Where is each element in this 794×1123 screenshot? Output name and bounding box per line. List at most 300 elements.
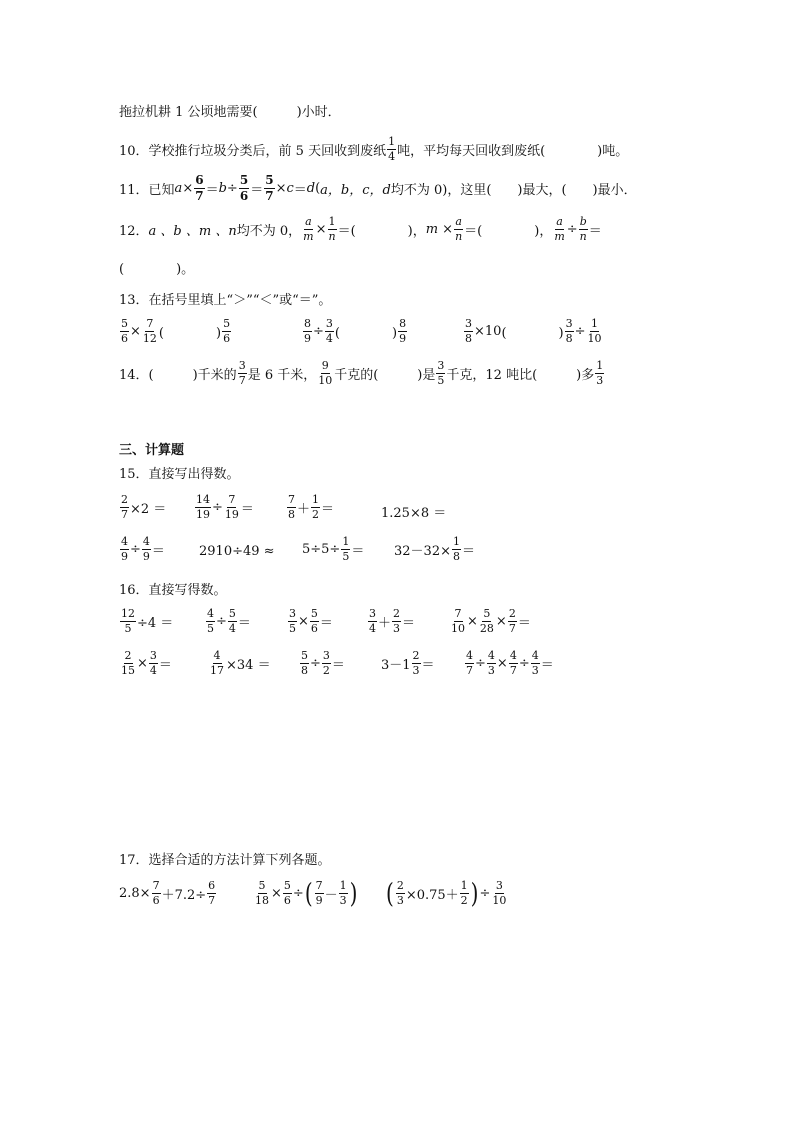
- q10-content: [119, 136, 628, 162]
- fraction: [222, 318, 231, 344]
- denominator: 3: [339, 893, 347, 907]
- q10-line: [119, 136, 628, 162]
- denominator: 7: [195, 188, 204, 203]
- q11-content: [119, 174, 637, 202]
- q13-row: [119, 318, 639, 358]
- q11-pre: 11．已知: [119, 182, 175, 198]
- numerator: 3: [437, 359, 445, 372]
- fraction: [460, 880, 469, 906]
- expression-text: ＝: [517, 615, 531, 631]
- numerator: 6: [195, 173, 204, 187]
- fraction: [531, 650, 540, 676]
- fraction: [310, 608, 319, 634]
- numerator: 4: [487, 649, 495, 662]
- q10-post: 吨，平均每天回收到废纸( )吨。: [397, 143, 629, 159]
- numerator: 5: [265, 173, 274, 187]
- q17-title: 17．选择合适的方法计算下列各题。: [119, 853, 331, 868]
- denominator: 2: [322, 663, 330, 677]
- operator: ÷: [566, 221, 578, 237]
- denominator: 19: [224, 507, 239, 521]
- fraction: [254, 880, 270, 906]
- numerator: 2: [508, 607, 516, 620]
- expression-text: ＝: [158, 657, 172, 673]
- q17-item-2: [253, 876, 358, 910]
- operator: ＝: [250, 182, 264, 198]
- denominator: 2: [312, 507, 320, 521]
- q15-item: 1.25×8 ＝: [381, 506, 447, 521]
- denominator: 3: [487, 663, 495, 677]
- operator: ÷: [313, 323, 324, 339]
- denominator: n: [328, 229, 336, 243]
- operator: ×: [130, 323, 141, 339]
- q16-item: [367, 608, 415, 634]
- numerator: 5: [223, 317, 231, 330]
- denominator: 3: [393, 621, 401, 635]
- denominator: n: [455, 229, 463, 243]
- denominator: 4: [388, 149, 396, 163]
- answer-blank[interactable]: ( ): [158, 325, 222, 341]
- denominator: 19: [196, 507, 210, 521]
- q15-item: [286, 494, 334, 520]
- expression-text: ×: [137, 655, 148, 671]
- q13-item-1: [119, 318, 232, 344]
- numerator: 4: [213, 649, 221, 662]
- fraction: [303, 318, 312, 344]
- denominator: 15: [121, 663, 135, 677]
- expression-text: ×: [495, 613, 507, 629]
- numerator: 4: [509, 649, 517, 662]
- denominator: 6: [283, 893, 291, 907]
- denominator: 10: [492, 893, 507, 907]
- fraction: [491, 880, 507, 906]
- numerator: 2: [121, 493, 128, 506]
- numerator: 8: [399, 317, 407, 330]
- q15-row-1: [119, 494, 519, 530]
- operator: ＝: [205, 182, 219, 198]
- numerator: 5: [283, 879, 291, 892]
- denominator: 6: [121, 331, 128, 345]
- numerator: 1: [388, 135, 396, 148]
- answer-blank[interactable]: ( ): [334, 325, 398, 341]
- q16-item: [208, 650, 271, 676]
- q16-row-1: [119, 608, 539, 644]
- fraction: [579, 216, 588, 242]
- fraction: [152, 880, 161, 906]
- expression-text: ×: [271, 885, 282, 901]
- fraction: [387, 136, 396, 162]
- q17-item-1: [119, 880, 217, 906]
- expression-text: ＝: [351, 543, 365, 559]
- expression-text: ＝: [461, 543, 475, 559]
- denominator: m: [303, 229, 314, 243]
- expression-text: 2.8×: [119, 885, 151, 901]
- q14-mid2: 千克的( )是: [334, 367, 436, 383]
- fraction: [300, 650, 309, 676]
- q14-mid3: 千克，12 吨比( )多: [446, 367, 595, 383]
- denominator: 18: [255, 893, 269, 907]
- fraction: [396, 880, 405, 906]
- numerator: 7: [315, 879, 323, 892]
- expression-text: ÷: [518, 655, 530, 671]
- denominator: 28: [479, 621, 494, 635]
- fraction: [311, 494, 320, 520]
- fraction: [341, 536, 350, 562]
- expression-text: ÷: [216, 613, 227, 629]
- denominator: 8: [288, 507, 295, 521]
- denominator: 5: [289, 621, 296, 635]
- fraction: [392, 608, 401, 634]
- numerator: 5: [121, 317, 128, 330]
- numerator: 3: [369, 607, 376, 620]
- q16-item: [449, 608, 531, 634]
- numerator: 7: [146, 317, 154, 330]
- q15-row-2: [119, 536, 519, 572]
- numerator: 7: [288, 493, 295, 506]
- expression-text: ÷: [310, 655, 321, 671]
- fraction: [206, 608, 215, 634]
- denominator: 3: [531, 663, 539, 677]
- q12-vars: a 、b 、m 、n: [148, 223, 237, 239]
- numerator: 4: [121, 535, 128, 548]
- expression-text: ×34 ＝: [226, 657, 271, 673]
- q14-mid1: 是 6 千米，: [247, 367, 317, 383]
- numerator: 5: [483, 607, 491, 620]
- fraction: [149, 650, 158, 676]
- expression-text: 5÷5÷: [302, 541, 341, 557]
- q15-item: [302, 536, 364, 562]
- denominator: 10: [587, 331, 602, 345]
- denominator: 5: [342, 549, 350, 563]
- numerator: 1: [591, 317, 598, 330]
- expression-text: ＝: [402, 615, 416, 631]
- fraction: [209, 650, 225, 676]
- fraction: [487, 650, 496, 676]
- fraction: [368, 608, 377, 634]
- denominator: 9: [121, 549, 128, 563]
- fraction: [287, 494, 296, 520]
- fraction: [302, 216, 314, 242]
- denominator: 7: [121, 507, 128, 521]
- q12-mid: 均不为 0，: [236, 223, 302, 239]
- numerator: 4: [142, 535, 150, 548]
- numerator: 14: [196, 493, 210, 506]
- expression-text: ×: [467, 613, 478, 629]
- expression-text: ÷: [130, 541, 141, 557]
- numerator: 2: [396, 879, 404, 892]
- numerator: 12: [121, 607, 135, 620]
- denominator: n: [579, 229, 587, 243]
- fraction: [553, 216, 565, 242]
- numerator: 7: [152, 879, 160, 892]
- expression-text: ×: [496, 655, 508, 671]
- expression-text: ÷: [292, 885, 304, 901]
- fraction: [565, 318, 574, 344]
- denominator: 6: [152, 893, 160, 907]
- expression-text: ＋: [297, 501, 311, 517]
- q16-item: [205, 608, 251, 634]
- q13-item-3: [463, 318, 604, 344]
- q14-line: [119, 360, 605, 386]
- expression-text: ÷4 ＝: [137, 615, 174, 631]
- fraction: [509, 650, 518, 676]
- answer-blank[interactable]: ＝( )，: [337, 223, 426, 239]
- fraction: [436, 360, 445, 386]
- bracket: ): [470, 876, 479, 910]
- fraction: [194, 174, 204, 202]
- fraction: [452, 536, 461, 562]
- bracket: (: [304, 876, 313, 910]
- numerator: a: [455, 215, 462, 228]
- numerator: 3: [565, 317, 573, 330]
- numerator: 5: [258, 879, 266, 892]
- fraction: [412, 650, 421, 676]
- expression-text: ×0.75＋: [405, 887, 459, 903]
- denominator: 7: [208, 893, 216, 907]
- denominator: m: [554, 229, 565, 243]
- numerator: 4: [207, 607, 214, 620]
- q15-item: 2910÷49 ≈: [199, 544, 275, 559]
- numerator: 1: [328, 215, 336, 228]
- fraction: [454, 216, 463, 242]
- operator: ×10: [474, 323, 502, 339]
- answer-blank[interactable]: ＝( )，: [464, 223, 553, 239]
- denominator: 5: [124, 621, 132, 635]
- numerator: 4: [531, 649, 539, 662]
- denominator: 17: [210, 663, 224, 677]
- fraction: [120, 650, 136, 676]
- fraction: [238, 360, 247, 386]
- q15-item: [119, 536, 165, 562]
- paren: (: [315, 180, 321, 196]
- denominator: 4: [228, 621, 236, 635]
- numerator: 3: [238, 359, 246, 372]
- numerator: 1: [339, 879, 347, 892]
- numerator: 5: [228, 607, 236, 620]
- expression-text: ÷: [212, 499, 223, 515]
- expression-text: ＝: [151, 543, 165, 559]
- fraction: [325, 318, 334, 344]
- fraction: [120, 608, 136, 634]
- operator: ＝: [293, 182, 307, 198]
- fraction: [508, 608, 517, 634]
- q13-item-2: [302, 318, 408, 344]
- numerator: 1: [452, 535, 460, 548]
- fraction: [339, 880, 348, 906]
- expression-text: 3－1: [381, 657, 411, 673]
- q17-item-3: [385, 876, 508, 910]
- fraction: [264, 174, 274, 202]
- q14-content: [119, 360, 605, 386]
- denominator: 3: [596, 373, 604, 387]
- expression-text: ×: [298, 613, 309, 629]
- var-b: b: [218, 180, 227, 196]
- fraction: [207, 880, 216, 906]
- numerator: 3: [149, 649, 157, 662]
- denominator: 8: [465, 331, 472, 345]
- denominator: 5: [437, 373, 445, 387]
- q17-row: [119, 876, 519, 920]
- q16-item: [464, 650, 554, 676]
- denominator: 6: [223, 331, 231, 345]
- expression-text: ＋7.2÷: [161, 887, 207, 903]
- numerator: 1: [460, 879, 468, 892]
- expression-text: ＝: [319, 615, 333, 631]
- bracket: (: [386, 876, 394, 910]
- numerator: 7: [228, 493, 236, 506]
- numerator: 2: [412, 649, 420, 662]
- q16-item: [119, 608, 173, 634]
- section-heading: 三、计算题: [119, 443, 185, 458]
- denominator: 4: [369, 621, 376, 635]
- denominator: 4: [149, 663, 157, 677]
- denominator: 9: [142, 549, 150, 563]
- q11-tail: 均不为 0)，这里( )最大，( )最小．: [390, 182, 637, 198]
- expression-text: ＝: [540, 657, 554, 673]
- numerator: 4: [466, 649, 473, 662]
- answer-blank[interactable]: ( ): [501, 325, 564, 341]
- numerator: a: [305, 215, 312, 228]
- denominator: 9: [304, 331, 311, 345]
- fraction: [120, 494, 129, 520]
- operator: ×: [182, 180, 194, 196]
- expression-text: ＋: [378, 615, 392, 631]
- expression-text: ＝: [331, 657, 345, 673]
- q11-vars: a，b，c，d: [320, 182, 391, 198]
- fraction: [327, 216, 336, 242]
- numerator: 1: [342, 535, 350, 548]
- q12-pre: 12．: [119, 223, 149, 239]
- expression-text: －: [324, 887, 338, 903]
- numerator: 2: [393, 607, 401, 620]
- q12-line: [119, 216, 602, 242]
- denominator: 2: [460, 893, 468, 907]
- expression-text: ＝: [240, 501, 254, 517]
- fraction: [224, 494, 240, 520]
- fraction: [398, 318, 407, 344]
- fraction: [120, 536, 129, 562]
- var-a: a: [174, 180, 183, 196]
- numerator: 7: [454, 607, 462, 620]
- fraction: [142, 536, 151, 562]
- q16-row-2: [119, 649, 554, 686]
- operator: ÷: [226, 180, 238, 196]
- expression-text: ×2 ＝: [130, 501, 167, 517]
- fraction: [195, 494, 211, 520]
- q11-line: [119, 174, 637, 202]
- denominator: 6: [310, 621, 318, 635]
- expression-text: ÷: [475, 655, 486, 671]
- expression-text: ＝: [237, 615, 251, 631]
- expression-text: ＝: [321, 501, 335, 517]
- q16-item: [287, 608, 333, 634]
- numerator: 5: [301, 649, 308, 662]
- q12-e2-pre: m ×: [425, 221, 454, 237]
- fraction: [450, 608, 466, 634]
- operator: ÷: [574, 323, 586, 339]
- denominator: 8: [301, 663, 308, 677]
- fraction: [464, 318, 473, 344]
- operator: ×: [315, 221, 327, 237]
- fraction: [315, 880, 324, 906]
- q13-title: 13．在括号里填上“＞”“＜”或“＝”。: [119, 293, 332, 308]
- fraction: [239, 174, 249, 202]
- q14-pre: 14．( )千米的: [119, 367, 237, 383]
- q16-item: [299, 650, 345, 676]
- operator: ＝: [588, 223, 602, 239]
- fraction: [317, 360, 333, 386]
- denominator: 10: [318, 373, 333, 387]
- numerator: 1: [312, 493, 320, 506]
- fraction: [322, 650, 331, 676]
- denominator: 5: [207, 621, 214, 635]
- fraction: [142, 318, 158, 344]
- numerator: 8: [304, 317, 311, 330]
- q15-item: [394, 536, 475, 562]
- denominator: 12: [142, 331, 157, 345]
- denominator: 8: [452, 549, 460, 563]
- q16-title: 16．直接写得数。: [119, 583, 227, 598]
- denominator: 9: [399, 331, 407, 345]
- numerator: 5: [239, 173, 249, 187]
- denominator: 7: [466, 663, 473, 677]
- fraction: [465, 650, 474, 676]
- denominator: 7: [508, 621, 516, 635]
- bracket: ): [349, 876, 358, 910]
- numerator: 3: [325, 317, 333, 330]
- q10-pre: 10．学校推行垃圾分类后，前 5 天回收到废纸: [119, 143, 387, 159]
- numerator: 6: [208, 879, 216, 892]
- denominator: 4: [325, 331, 333, 345]
- fraction: [228, 608, 237, 634]
- denominator: 7: [509, 663, 517, 677]
- operator: ×: [275, 180, 287, 196]
- q9-tail-line: 拖拉机耕 1 公顷地需要( )小时．: [119, 105, 341, 120]
- q15-item: [194, 494, 254, 520]
- expression-text: 32－32×: [394, 543, 451, 559]
- numerator: 5: [310, 607, 318, 620]
- denominator: 9: [315, 893, 323, 907]
- fraction: [587, 318, 603, 344]
- numerator: 3: [465, 317, 472, 330]
- numerator: 1: [596, 359, 604, 372]
- numerator: 3: [289, 607, 296, 620]
- fraction: [288, 608, 297, 634]
- numerator: 2: [124, 649, 132, 662]
- q16-item: [119, 650, 172, 676]
- numerator: 3: [322, 649, 330, 662]
- numerator: 9: [321, 359, 329, 372]
- denominator: 8: [565, 331, 573, 345]
- numerator: 3: [495, 879, 503, 892]
- q12-line2[interactable]: ( )。: [119, 262, 195, 277]
- denominator: 7: [265, 188, 274, 203]
- denominator: 3: [396, 893, 404, 907]
- fraction: [479, 608, 495, 634]
- fraction: [120, 318, 129, 344]
- expression-text: ÷: [479, 885, 491, 901]
- numerator: a: [556, 215, 563, 228]
- var-d: d: [306, 180, 316, 196]
- q12-content: [119, 216, 602, 242]
- denominator: 6: [239, 188, 249, 203]
- denominator: 3: [412, 663, 420, 677]
- denominator: 7: [238, 373, 246, 387]
- q15-item: [119, 494, 166, 520]
- var-c: c: [286, 180, 294, 196]
- numerator: b: [579, 215, 587, 228]
- q15-title: 15．直接写出得数。: [119, 467, 240, 482]
- fraction: [595, 360, 604, 386]
